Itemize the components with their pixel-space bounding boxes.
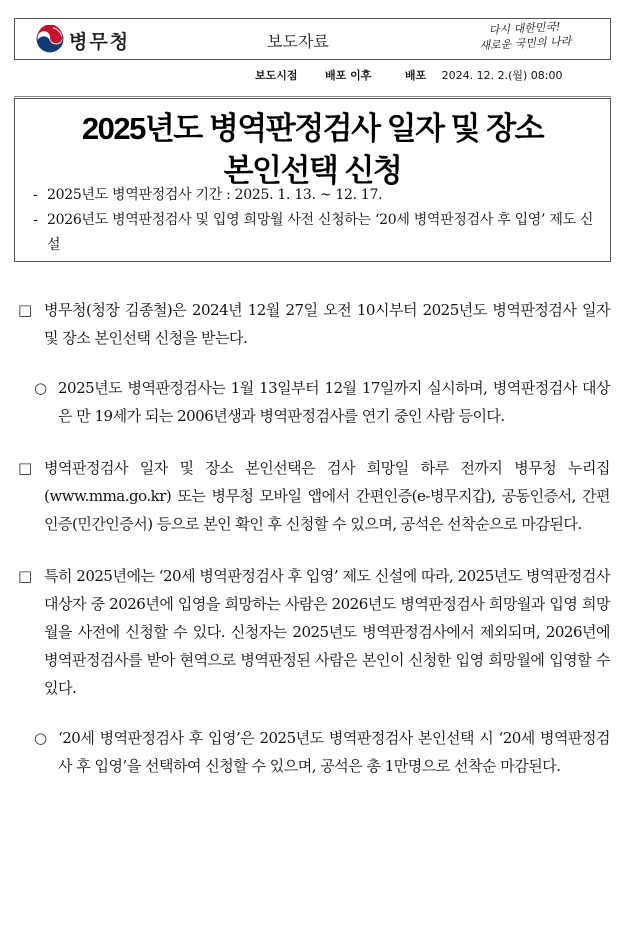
organization-name: 병무청	[69, 31, 131, 53]
circle-bullet-icon: ○	[34, 729, 48, 747]
government-taegeuk-logo-icon	[36, 25, 64, 53]
dash-bullet: -	[33, 212, 38, 228]
summary-text: 2025년도 병역판정검사 기간 : 2025. 1. 13. ~ 12. 17.	[47, 187, 383, 203]
distribution-label: 배포	[404, 69, 427, 82]
square-bullet-icon: □	[18, 459, 33, 477]
paragraph	[18, 562, 610, 702]
sub-paragraph	[34, 374, 610, 430]
sub-paragraph	[34, 724, 610, 780]
paragraph-text: ‘20세 병역판정검사 후 입영’은 2025년도 병역판정검사 본인선택 시 ‘20세 병역판정검사 후 입영’을 선택하여 신청할 수 있으며, 공석은 총 1만명으로 선착순 마감된다.	[58, 729, 610, 775]
page-title-line-1: 2025년도 병역판정검사 일자 및 장소	[81, 111, 544, 146]
distribution-datetime: 2024. 12. 2.(월) 08:00	[441, 69, 563, 82]
slogan-line-2: 새로운 국민의 나라	[479, 34, 572, 53]
release-time-label: 보도시점	[255, 69, 298, 82]
paragraph	[18, 454, 610, 538]
dash-bullet: -	[33, 187, 38, 203]
document-type-label: 보도자료	[267, 32, 329, 51]
paragraph	[18, 296, 610, 352]
circle-bullet-icon: ○	[34, 379, 48, 397]
paragraph-text: 2025년도 병역판정검사는 1월 13일부터 12월 17일까지 실시하며, 병역판정검사 대상은 만 19세가 되는 2006년생과 병역판정검사를 연기 중인 사람 등이다.	[58, 379, 610, 425]
document-body	[18, 296, 610, 780]
summary-item	[33, 183, 603, 208]
slogan	[454, 17, 595, 54]
summary-text: 2026년도 병역판정검사 및 입영 희망월 사전 신청하는 ‘20세 병역판정검사 후 입영’ 제도 신설	[47, 212, 594, 253]
press-release-header	[14, 18, 611, 60]
release-info	[255, 67, 563, 83]
paragraph-text: 병역판정검사 일자 및 장소 본인선택은 검사 희망일 하루 전까지 병무청 누리집(www.mma.go.kr) 또는 병무청 모바일 앱에서 간편인증(e-병무지갑), 공동인증서, 간편인증(민간인증서) 등으로 본인 확인 후 신청할 수 있으며, 공석은 선착순으로 마감된다.	[44, 459, 610, 533]
square-bullet-icon: □	[18, 301, 33, 319]
page-title-line-2: 본인선택 신청	[223, 153, 402, 188]
slogan-line-1: 다시 대한민국!	[488, 20, 561, 37]
embargo-value: 배포 이후	[325, 69, 372, 82]
summary-item	[33, 208, 603, 258]
square-bullet-icon: □	[18, 567, 33, 585]
paragraph-text: 병무청(청장 김종철)은 2024년 12월 27일 오전 10시부터 2025년도 병역판정검사 일자 및 장소 본인선택 신청을 받는다.	[44, 301, 610, 347]
paragraph-text: 특히 2025년에는 ‘20세 병역판정검사 후 입영’ 제도 신설에 따라, 2025년도 병역판정검사 대상자 중 2026년에 입영을 희망하는 사람은 2026년도 병역판정검사 희망월과 입영 희망월을 사전에 신청할 수 있다. 신청자는 2025년도 병역판정검사에서 제외되며, 2026년에 병역판정검사를 받아 현역으로 병역판정된 사람은 본인이 신청한 입영 희망월에 입영할 수 있다.	[44, 567, 610, 697]
title-box	[14, 98, 611, 262]
title-summary-list	[33, 183, 603, 258]
header-divider	[14, 96, 611, 97]
